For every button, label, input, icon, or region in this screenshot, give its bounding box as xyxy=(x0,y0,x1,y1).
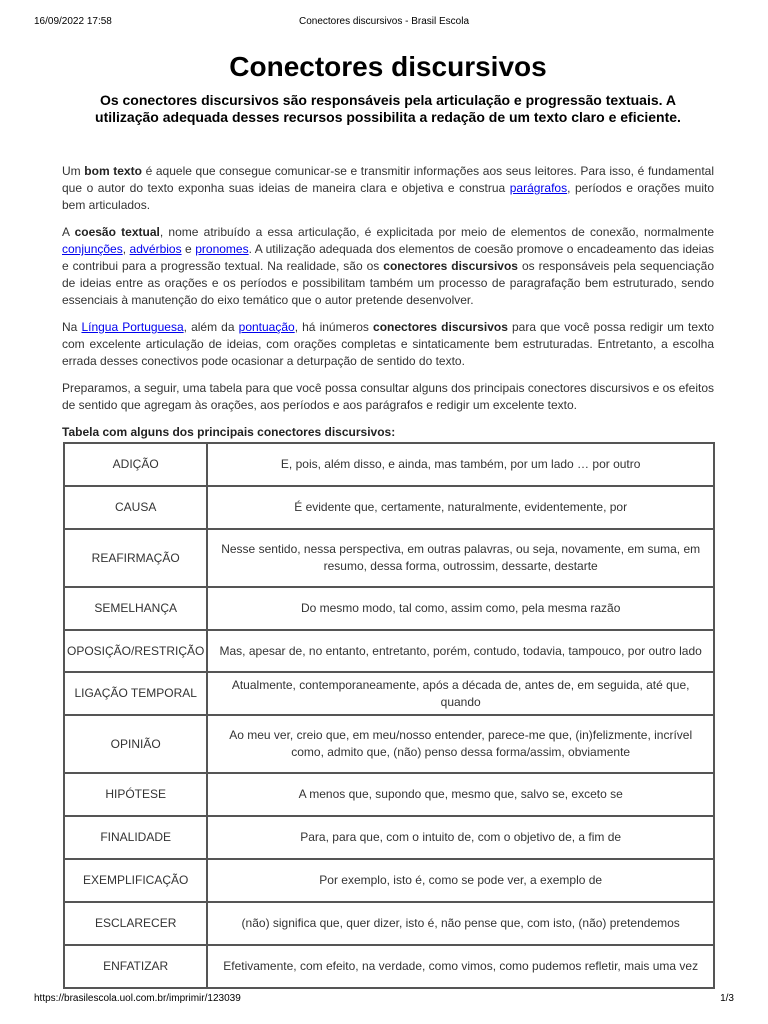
table-row xyxy=(64,443,714,486)
link-adverbios[interactable]: advérbios xyxy=(129,242,182,256)
table-cell-category: OPINIÃO xyxy=(64,715,207,773)
table-cell-connectors: Para, para que, com o intuito de, com o objetivo de, a fim de xyxy=(207,816,714,859)
table-cell-connectors: Atualmente, contemporaneamente, após a década de, antes de, em seguida, até que, quando xyxy=(207,672,714,715)
table-row xyxy=(64,672,714,715)
table-cell-connectors: Por exemplo, isto é, como se pode ver, a exemplo de xyxy=(207,859,714,902)
table-cell-category: HIPÓTESE xyxy=(64,773,207,816)
table-row xyxy=(64,945,714,988)
article-title: Conectores discursivos xyxy=(229,51,547,82)
text-span: A xyxy=(62,225,75,239)
text-span: para que você possa redigir um texto com excelente articulação de ideias, com orações completas e sintaticamente bem estruturadas. Entretanto, a escolha errada desses conectivos pode ocasionar a deturpação de sentido do texto. xyxy=(62,320,715,368)
table-cell-connectors: Nesse sentido, nessa perspectiva, em outras palavras, ou seja, novamente, em suma, em resumo, dessa forma, outrossim, dessarte, destarte xyxy=(207,529,714,587)
bold-term: coesão textual xyxy=(74,225,160,239)
text-span: é aquele que consegue comunicar-se e transmitir informações aos seus leitores. Para isso, é fundamental que o autor do texto exponha suas ideias de maneira clara e objetiva e construa xyxy=(62,164,714,195)
bold-term: bom texto xyxy=(84,164,142,178)
print-date: 16/09/2022 17:58 xyxy=(34,16,112,27)
table-row xyxy=(64,902,714,945)
table-cell-category: REAFIRMAÇÃO xyxy=(64,529,207,587)
paragraph-1 xyxy=(62,163,714,214)
table-cell-connectors: Mas, apesar de, no entanto, entretanto, porém, contudo, todavia, tampouco, por outro lado xyxy=(207,630,714,672)
table-cell-category: EXEMPLIFICAÇÃO xyxy=(64,859,207,902)
table-cell-category: SEMELHANÇA xyxy=(64,587,207,630)
text-span: , nome atribuído a essa articulação, é explicitada por meio de elementos de conexão, normalmente xyxy=(159,225,714,239)
table-cell-connectors: É evidente que, certamente, naturalmente, evidentemente, por xyxy=(207,486,714,529)
print-page-title: Conectores discursivos - Brasil Escola xyxy=(298,16,470,27)
text-span: Um xyxy=(62,164,85,178)
connectors-table xyxy=(63,442,715,989)
link-paragrafos[interactable]: parágrafos xyxy=(509,181,568,195)
print-footer xyxy=(34,993,734,1007)
table-caption: Tabela com alguns dos principais conectores discursivos: xyxy=(62,425,396,439)
article xyxy=(62,48,714,441)
table-cell-category: FINALIDADE xyxy=(64,816,207,859)
text-span: . A utilização adequada dos elementos de coesão promove o encadeamento das ideias e contribui para a progressão textual. Na realidade, são os xyxy=(62,242,715,273)
table-row xyxy=(64,630,714,672)
bold-term: conectores discursivos xyxy=(373,320,508,334)
table-row xyxy=(64,529,714,587)
table-cell-connectors: A menos que, supondo que, mesmo que, salvo se, exceto se xyxy=(207,773,714,816)
table-cell-connectors: (não) significa que, quer dizer, isto é, não pense que, com isto, (não) pretendemos xyxy=(207,902,714,945)
table-cell-category: LIGAÇÃO TEMPORAL xyxy=(64,672,207,715)
table-cell-connectors: Do mesmo modo, tal como, assim como, pela mesma razão xyxy=(207,587,714,630)
print-header xyxy=(34,16,734,30)
table-cell-category: ENFATIZAR xyxy=(64,945,207,988)
table-cell-connectors: Efetivamente, com efeito, na verdade, como vimos, como pudemos refletir, mais uma vez xyxy=(207,945,714,988)
article-subtitle: Os conectores discursivos são responsáveis pela articulação e progressão textuais. A utilização adequada desses recursos possibilita a redação de um texto claro e eficiente. xyxy=(95,92,681,125)
link-pronomes[interactable]: pronomes xyxy=(195,242,249,256)
link-pontuacao[interactable]: pontuação xyxy=(238,320,295,334)
page-number: 1/3 xyxy=(720,993,734,1004)
paragraph-4: Preparamos, a seguir, uma tabela para que você possa consultar alguns dos principais conectores discursivos e os efeitos de sentido que agregam às orações, aos períodos e aos parágrafos e redigir um excelente texto. xyxy=(62,381,714,412)
paragraph-3 xyxy=(62,319,714,370)
print-url: https://brasilescola.uol.com.br/imprimir/123039 xyxy=(34,993,241,1004)
link-lingua-portuguesa[interactable]: Língua Portuguesa xyxy=(81,320,184,334)
table-row xyxy=(64,486,714,529)
table-row xyxy=(64,816,714,859)
text-span: , há inúmeros xyxy=(294,320,374,334)
text-span: e xyxy=(181,242,196,256)
table-row xyxy=(64,587,714,630)
link-conjuncoes[interactable]: conjunções xyxy=(62,242,123,256)
text-span: , períodos e orações muito bem articulados. xyxy=(62,181,715,212)
table-cell-category: ESCLARECER xyxy=(64,902,207,945)
table-row xyxy=(64,715,714,773)
table-cell-category: OPOSIÇÃO/RESTRIÇÃO xyxy=(64,630,207,672)
text-span: , além da xyxy=(183,320,239,334)
paragraph-2 xyxy=(62,224,714,309)
bold-term: conectores discursivos xyxy=(383,259,518,273)
text-span: , xyxy=(122,242,130,256)
table-cell-category: CAUSA xyxy=(64,486,207,529)
text-span: Na xyxy=(62,320,82,334)
table-cell-connectors: Ao meu ver, creio que, em meu/nosso entender, parece-me que, (in)felizmente, incrível como, admito que, (não) penso dessa forma/assim, obviamente xyxy=(207,715,714,773)
table-row xyxy=(64,773,714,816)
table-cell-connectors: E, pois, além disso, e ainda, mas também, por um lado … por outro xyxy=(207,443,714,486)
table-row xyxy=(64,859,714,902)
text-span: os responsáveis pela sequenciação de ideias entre as orações e os períodos e possibilitam também um processo de paragrafação bem estruturado, sendo essenciais à manutenção do eixo temático que o autor pretende desenvolver. xyxy=(62,259,714,307)
table-cell-category: ADIÇÃO xyxy=(64,443,207,486)
